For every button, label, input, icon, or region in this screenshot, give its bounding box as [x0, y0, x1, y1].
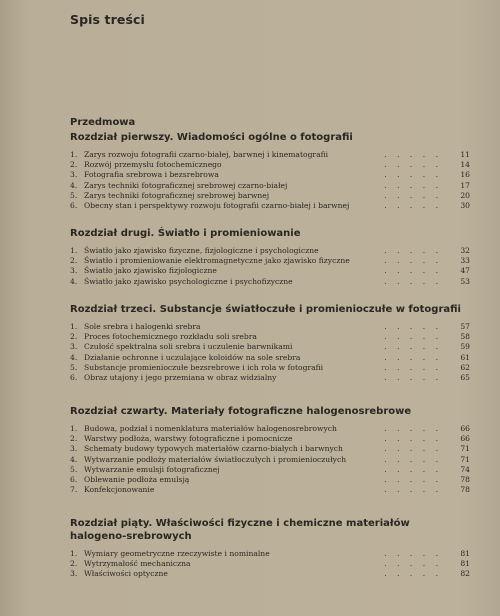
entry-title: Proces fotochemicznego rozkładu soli srebra	[84, 332, 257, 342]
entry-page-number: 30	[460, 200, 470, 210]
toc-entry	[70, 191, 470, 201]
toc-entry	[70, 201, 470, 211]
dot-leader: . . . . .	[384, 150, 442, 159]
entry-title: Oblewanie podłoża emulsją	[84, 474, 190, 484]
chapter-section	[70, 303, 470, 383]
entry-title: Światło jako zjawisko psychologiczne i psychofizyczne	[84, 276, 293, 286]
entry-page-number: 65	[460, 372, 470, 382]
toc-entry	[70, 569, 470, 579]
toc-entry	[70, 170, 470, 180]
entry-number: 1.	[70, 424, 78, 433]
entry-title: Zarys techniki fotograficznej srebrowej barwnej	[84, 190, 270, 200]
entry-number: 2.	[70, 256, 78, 266]
entry-page-number: 82	[460, 569, 470, 579]
dot-leader: . . . . .	[384, 322, 442, 331]
entry-page-number: 71	[460, 444, 470, 454]
toc-entry	[70, 465, 470, 475]
page-title: Spis treści	[70, 12, 145, 27]
chapter-section	[70, 517, 470, 580]
dot-leader: . . . . .	[384, 180, 442, 190]
dot-leader: . . . . .	[384, 569, 442, 579]
toc-entry	[70, 181, 470, 191]
toc-entry	[70, 353, 470, 363]
dot-leader: . . . . .	[384, 474, 442, 484]
dot-leader: . . . . .	[384, 434, 442, 444]
entry-number: 4.	[70, 352, 78, 362]
entry-page-number: 17	[460, 180, 470, 190]
entry-page-number: 59	[460, 342, 470, 352]
entry-page-number: 62	[460, 362, 470, 372]
entry-page-number: 16	[460, 170, 470, 180]
entry-title: Właściwości optyczne	[84, 569, 168, 579]
dot-leader: . . . . .	[384, 332, 442, 342]
entry-page-number: 81	[460, 559, 470, 569]
entry-title: Zarys techniki fotograficznej srebrowej czarno-białej	[84, 180, 288, 190]
dot-leader: . . . . .	[384, 464, 442, 474]
entry-number: 2.	[70, 160, 78, 170]
entry-number: 6.	[70, 474, 78, 484]
entry-page-number: 57	[460, 322, 470, 331]
entry-number: 3.	[70, 266, 78, 276]
entry-page-number: 78	[460, 474, 470, 484]
toc-entry	[70, 475, 470, 485]
dot-leader: . . . . .	[384, 246, 442, 255]
toc-entry	[70, 160, 470, 170]
chapter-section	[70, 227, 470, 287]
entry-page-number: 74	[460, 464, 470, 474]
entry-title: Działanie ochronne i uczulające koloidów na sole srebra	[84, 352, 301, 362]
dot-leader: . . . . .	[384, 170, 442, 180]
entry-title: Światło jako zjawisko fizyczne, fizjologiczne i psychologiczne	[84, 246, 319, 255]
toc-entry	[70, 150, 470, 160]
toc-entry	[70, 549, 470, 559]
toc-entry	[70, 342, 470, 352]
toc-entry	[70, 363, 470, 373]
chapter-heading: Rozdział pierwszy. Wiadomości ogólne o fotografii	[70, 132, 353, 143]
entry-number: 1.	[70, 322, 78, 331]
dot-leader: . . . . .	[384, 276, 442, 286]
dot-leader: . . . . .	[384, 485, 442, 495]
entry-title: Światło jako zjawisko fizjologiczne	[84, 266, 217, 276]
dot-leader: . . . . .	[384, 559, 442, 569]
dot-leader: . . . . .	[384, 444, 442, 454]
dot-leader: . . . . .	[384, 256, 442, 266]
entry-page-number: 33	[460, 256, 470, 266]
entry-title: Substancje promienioczułe bezsrebrowe i ich rola w fotografii	[84, 362, 324, 372]
entry-page-number: 66	[460, 434, 470, 444]
dot-leader: . . . . .	[384, 266, 442, 276]
chapter-heading: Rozdział trzeci. Substancje światłoczułe i promienioczułe w fotografii	[70, 304, 461, 315]
entry-number: 4.	[70, 454, 78, 464]
dot-leader: . . . . .	[384, 549, 442, 558]
entry-number: 1.	[70, 246, 78, 255]
entry-page-number: 81	[460, 549, 470, 558]
chapter-section	[70, 405, 470, 495]
entry-number: 3.	[70, 342, 78, 352]
entry-title: Wytrzymałość mechaniczna	[84, 559, 191, 569]
entry-title: Rozwój przemysłu fotochemicznego	[84, 160, 222, 170]
entry-page-number: 20	[460, 190, 470, 200]
entry-title: Wytwarzanie emulsji fotograficznej	[84, 464, 220, 474]
toc-entry	[70, 424, 470, 434]
entry-title: Sole srebra i halogenki srebra	[84, 322, 201, 331]
entry-title: Budowa, podział i nomenklatura materiałów halogenosrebrowych	[84, 424, 337, 433]
chapter-section	[70, 131, 470, 211]
entry-title: Obraz utajony i jego przemiana w obraz widzialny	[84, 372, 277, 382]
entry-page-number: 11	[460, 150, 470, 159]
entry-title: Fotografia srebrowa i bezsrebrowa	[84, 170, 219, 180]
entry-page-number: 71	[460, 454, 470, 464]
entry-title: Zarys rozwoju fotografii czarno-białej, barwnej i kinematografii	[84, 150, 329, 159]
entry-page-number: 78	[460, 485, 470, 495]
entry-title: Konfekcjonowanie	[84, 485, 155, 495]
preface-heading: Przedmowa	[70, 117, 136, 128]
chapter-heading: Rozdział czwarty. Materiały fotograficzne halogenosrebrowe	[70, 406, 412, 417]
dot-leader: . . . . .	[384, 362, 442, 372]
entry-number: 6.	[70, 372, 78, 382]
entry-number: 3.	[70, 444, 78, 454]
dot-leader: . . . . .	[384, 372, 442, 382]
entry-title: Czułość spektralna soli srebra i uczulenie barwnikami	[84, 342, 293, 352]
entry-number: 2.	[70, 332, 78, 342]
toc-entry	[70, 373, 470, 383]
dot-leader: . . . . .	[384, 160, 442, 170]
entry-number: 4.	[70, 276, 78, 286]
toc-entry	[70, 455, 470, 465]
entry-number: 2.	[70, 559, 78, 569]
entry-number: 4.	[70, 180, 78, 190]
entry-number: 3.	[70, 569, 78, 579]
entry-number: 7.	[70, 485, 78, 495]
entry-page-number: 14	[460, 160, 470, 170]
entry-number: 5.	[70, 190, 78, 200]
toc-entry	[70, 266, 470, 276]
entry-number: 1.	[70, 150, 78, 159]
entry-page-number: 61	[460, 352, 470, 362]
toc-entry	[70, 256, 470, 266]
entry-page-number: 66	[460, 424, 470, 433]
toc-entry	[70, 322, 470, 332]
toc-entry	[70, 485, 470, 495]
toc-entry	[70, 332, 470, 342]
entry-number: 5.	[70, 362, 78, 372]
entry-title: Obecny stan i perspektywy rozwoju fotografii czarno-białej i barwnej	[84, 200, 350, 210]
entry-title: Światło i promieniowanie elektromagnetyczne jako zjawisko fizyczne	[84, 256, 350, 266]
entry-title: Schematy budowy typowych materiałów czarno-białych i barwnych	[84, 444, 343, 454]
entry-page-number: 58	[460, 332, 470, 342]
dot-leader: . . . . .	[384, 190, 442, 200]
entry-title: Wytwarzanie podłoży materiałów światłoczułych i promienioczułych	[84, 454, 347, 464]
entry-page-number: 53	[460, 276, 470, 286]
toc-entry	[70, 444, 470, 454]
entry-number: 3.	[70, 170, 78, 180]
dot-leader: . . . . .	[384, 352, 442, 362]
dot-leader: . . . . .	[384, 200, 442, 210]
dot-leader: . . . . .	[384, 424, 442, 433]
toc-entry	[70, 246, 470, 256]
entry-page-number: 47	[460, 266, 470, 276]
entry-number: 6.	[70, 200, 78, 210]
entry-number: 1.	[70, 549, 78, 558]
toc-entry	[70, 277, 470, 287]
entry-title: Warstwy podłoża, warstwy fotograficzne i pomocnicze	[84, 434, 293, 444]
toc-entry	[70, 559, 470, 569]
chapter-heading: Rozdział drugi. Światło i promieniowanie	[70, 228, 301, 239]
dot-leader: . . . . .	[384, 454, 442, 464]
chapter-heading: Rozdział piąty. Właściwości fizyczne i chemiczne materiałów halogeno-srebrowych	[70, 518, 410, 542]
toc-entry	[70, 434, 470, 444]
dot-leader: . . . . .	[384, 342, 442, 352]
entry-page-number: 32	[460, 246, 470, 255]
entry-number: 2.	[70, 434, 78, 444]
entry-title: Wymiary geometryczne rzeczywiste i nominalne	[84, 549, 270, 558]
entry-number: 5.	[70, 464, 78, 474]
